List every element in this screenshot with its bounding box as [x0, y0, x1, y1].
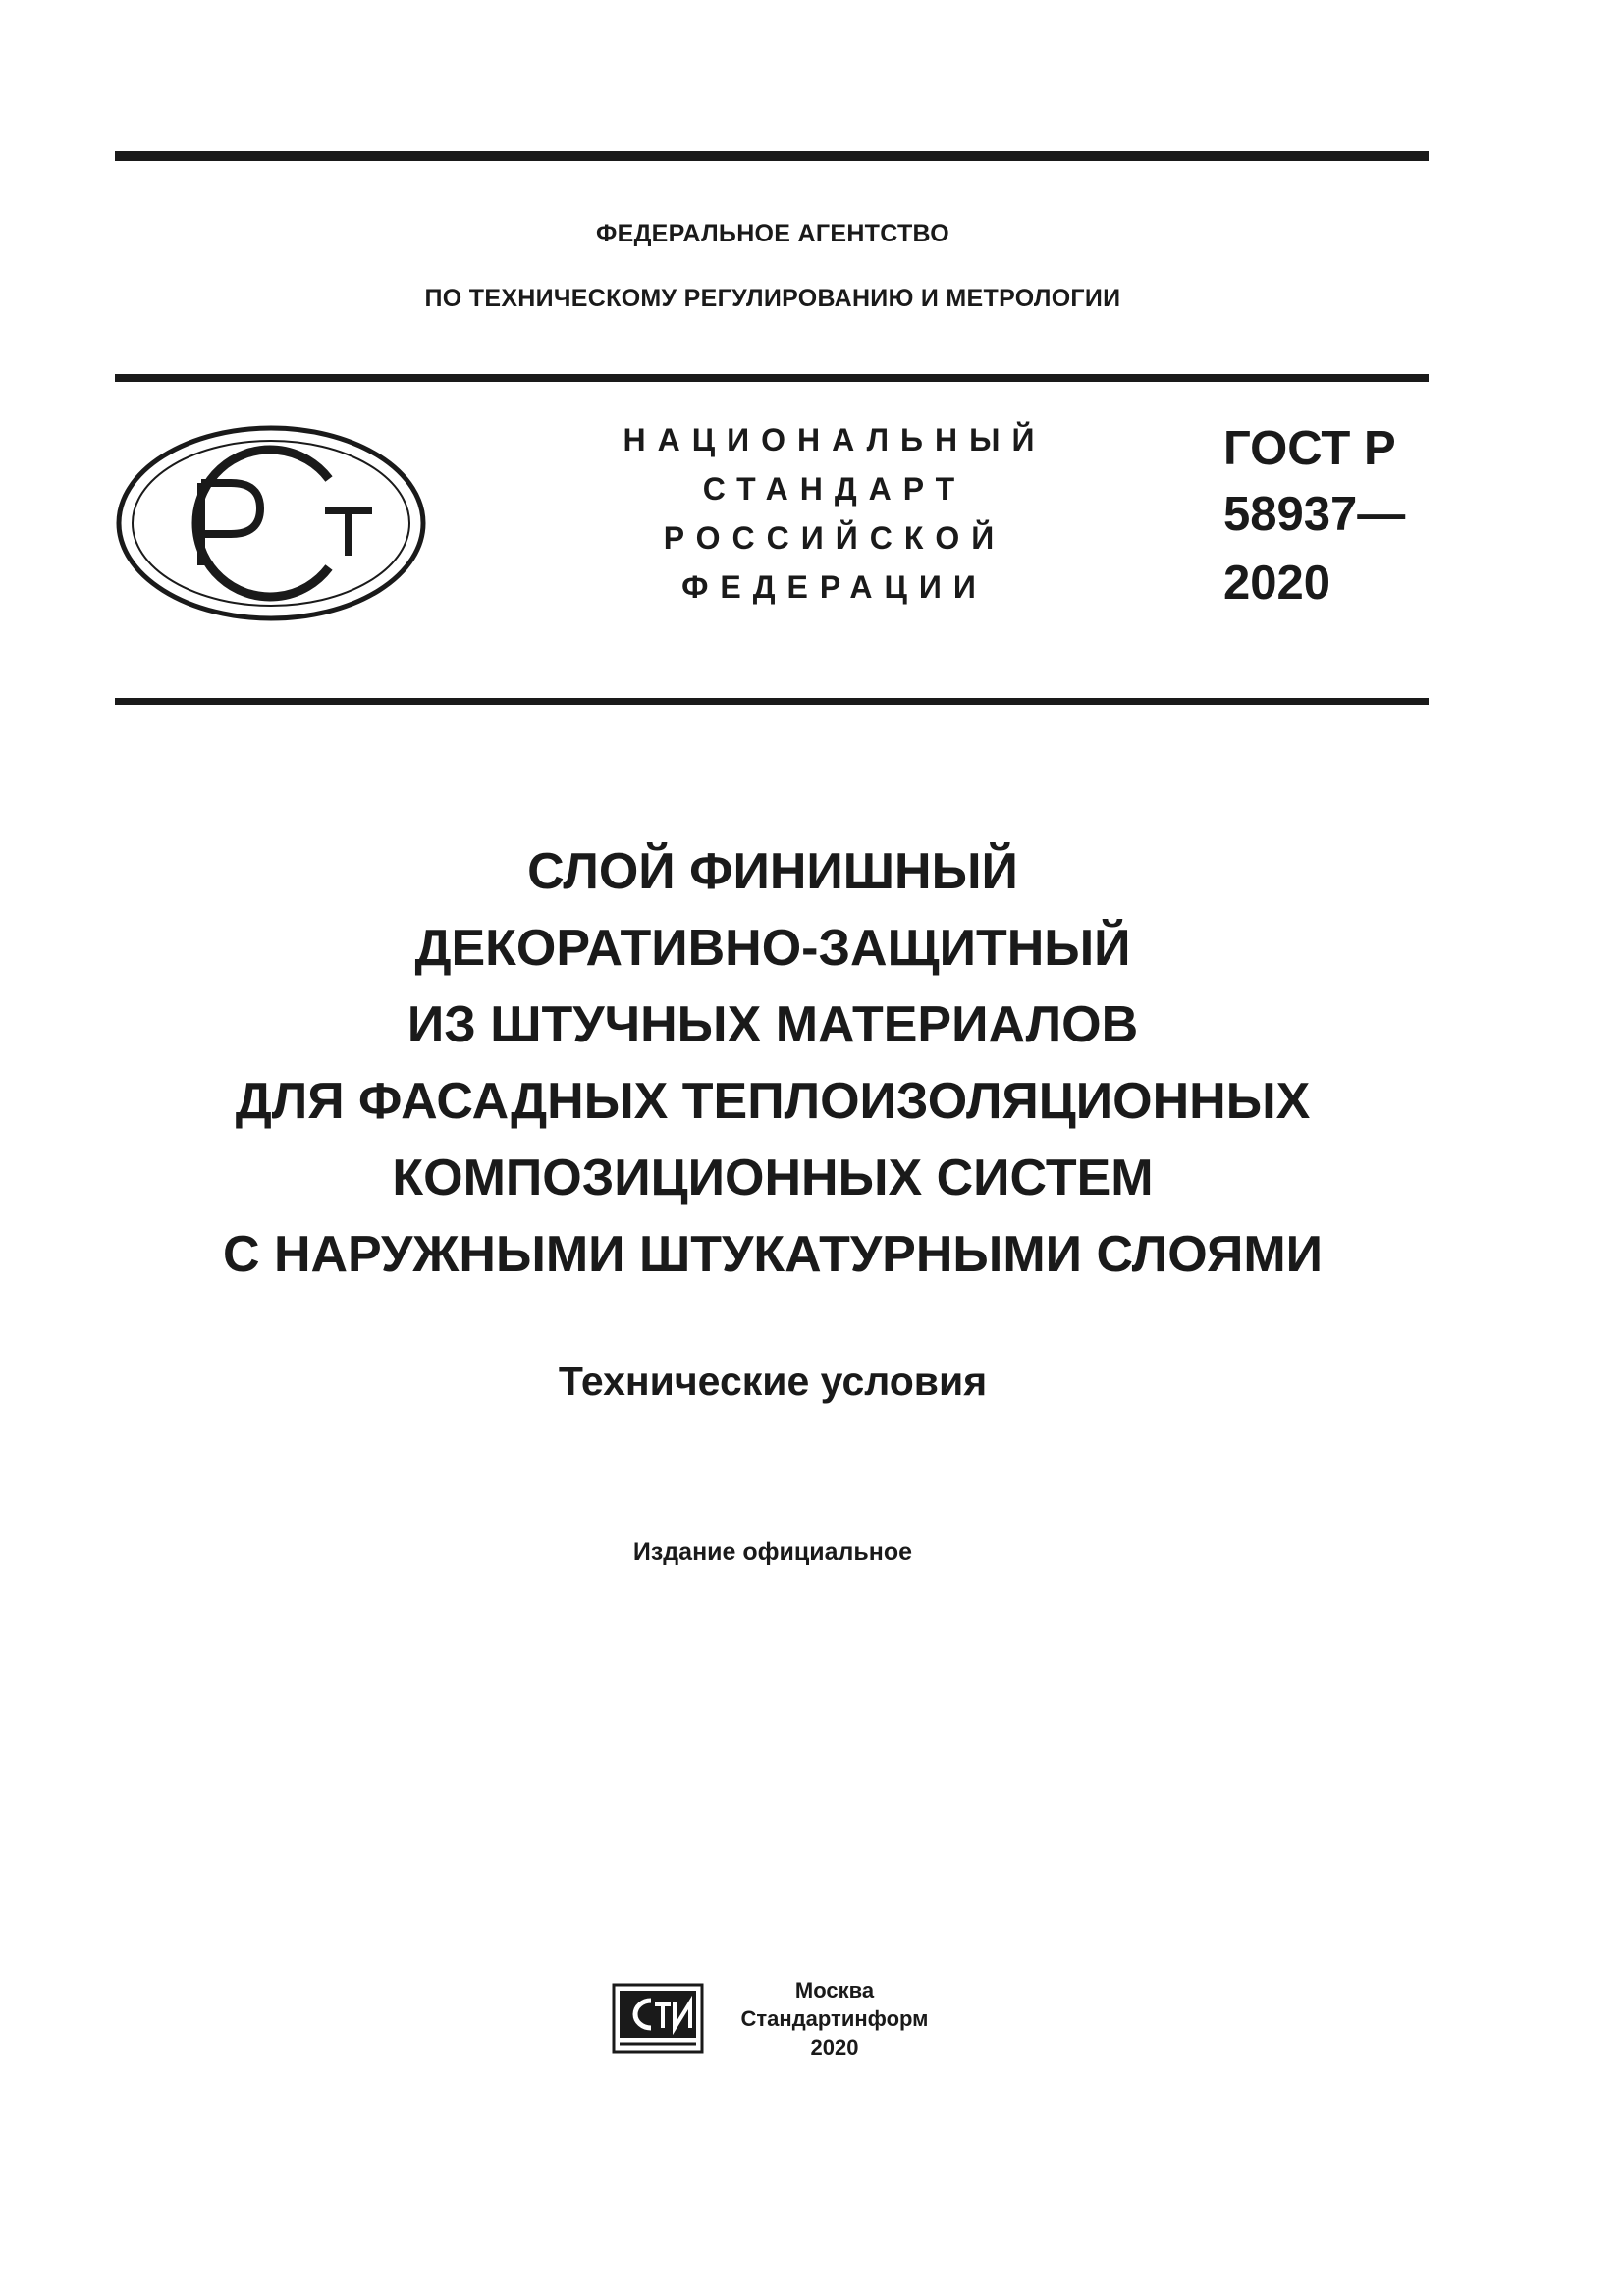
top-divider — [115, 151, 1429, 161]
standard-type-line: СТАНДАРТ — [702, 471, 967, 507]
standard-year: 2020 — [1223, 557, 1331, 610]
standard-number: 58937— — [1223, 488, 1406, 541]
document-title-line: СЛОЙ ФИНИШНЫЙ — [527, 843, 1018, 900]
rst-logo-icon — [115, 424, 427, 622]
header-divider — [115, 374, 1429, 382]
document-title-line: ДЕКОРАТИВНО-ЗАЩИТНЫЙ — [414, 920, 1131, 977]
publisher-city: Москва — [794, 1978, 875, 2002]
agency-name-line-1: ФЕДЕРАЛЬНОЕ АГЕНТСТВО — [595, 220, 950, 247]
publication-year: 2020 — [810, 2035, 859, 2059]
document-title-line: ИЗ ШТУЧНЫХ МАТЕРИАЛОВ — [406, 996, 1139, 1053]
standard-type-line: ФЕДЕРАЦИИ — [681, 569, 988, 605]
standard-designation: ГОСТ Р — [1223, 422, 1396, 475]
document-title-line: ДЛЯ ФАСАДНЫХ ТЕПЛОИЗОЛЯЦИОННЫХ — [235, 1073, 1311, 1130]
header-bottom-divider — [115, 698, 1429, 705]
publisher-name: Стандартинформ — [740, 2006, 929, 2031]
standard-type-line: РОССИЙСКОЙ — [663, 520, 1006, 556]
edition-note: Издание официальное — [632, 1538, 913, 1566]
document-subtitle: Технические условия — [558, 1359, 988, 1404]
document-title-line: КОМПОЗИЦИОННЫХ СИСТЕМ — [392, 1149, 1154, 1206]
sti-logo-icon — [612, 1983, 704, 2054]
document-title-line: С НАРУЖНЫМИ ШТУКАТУРНЫМИ СЛОЯМИ — [222, 1226, 1324, 1283]
agency-name-line-2: ПО ТЕХНИЧЕСКОМУ РЕГУЛИРОВАНИЮ И МЕТРОЛОГИИ — [424, 285, 1121, 312]
standard-type-line: НАЦИОНАЛЬНЫЙ — [623, 422, 1047, 457]
